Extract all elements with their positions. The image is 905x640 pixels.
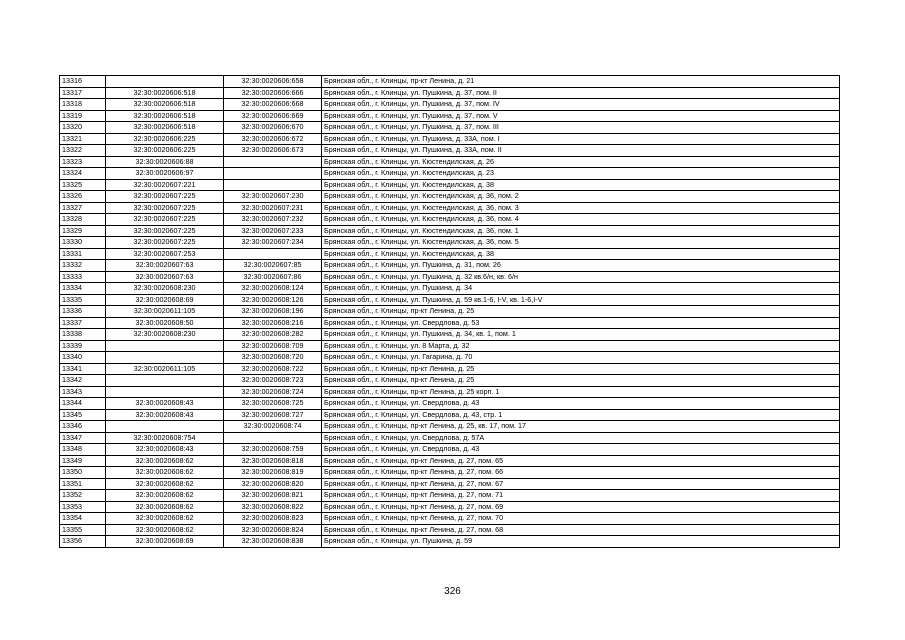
parcel-cadastral-cell: 32:30:0020608:43 [106,398,224,410]
table-row [60,340,840,352]
table-row [60,421,840,433]
table-row [60,145,840,157]
object-cadastral-cell: 32:30:0020607:232 [224,214,322,226]
object-cadastral-cell: 32:30:0020608:824 [224,524,322,536]
parcel-cadastral-cell: 32:30:0020607:225 [106,237,224,249]
parcel-cadastral-cell: 32:30:0020608:50 [106,317,224,329]
object-cadastral-cell: 32:30:0020608:822 [224,501,322,513]
table-row [60,490,840,502]
table-row [60,455,840,467]
parcel-cadastral-cell: 32:30:0020606:518 [106,99,224,111]
address-cell: Брянская обл., г. Клинцы, пр-кт Ленина, д. 25 [322,306,840,318]
parcel-cadastral-cell: 32:30:0020608:62 [106,501,224,513]
row-number-cell: 13340 [60,352,106,364]
table-row [60,375,840,387]
parcel-cadastral-cell: 32:30:0020608:62 [106,467,224,479]
table-row [60,306,840,318]
parcel-cadastral-cell: 32:30:0020607:225 [106,225,224,237]
address-cell: Брянская обл., г. Клинцы, ул. Пушкина, д. 33А, пом. I [322,133,840,145]
row-number-cell: 13325 [60,179,106,191]
object-cadastral-cell: 32:30:0020608:818 [224,455,322,467]
parcel-cadastral-cell: 32:30:0020608:62 [106,524,224,536]
parcel-cadastral-cell: 32:30:0020606:518 [106,110,224,122]
address-cell: Брянская обл., г. Клинцы, пр-кт Ленина, д. 25, кв. 17, пом. 17 [322,421,840,433]
object-cadastral-cell: 32:30:0020608:216 [224,317,322,329]
address-cell: Брянская обл., г. Клинцы, ул. Пушкина, д. 37, пом. V [322,110,840,122]
parcel-cadastral-cell: 32:30:0020606:88 [106,156,224,168]
parcel-cadastral-cell [106,76,224,88]
address-cell: Брянская обл., г. Клинцы, пр-кт Ленина, д. 27, пом. 68 [322,524,840,536]
address-cell: Брянская обл., г. Клинцы, ул. Свердлова, д. 53 [322,317,840,329]
object-cadastral-cell [224,432,322,444]
row-number-cell: 13326 [60,191,106,203]
parcel-cadastral-cell: 32:30:0020608:230 [106,329,224,341]
row-number-cell: 13351 [60,478,106,490]
row-number-cell: 13330 [60,237,106,249]
address-cell: Брянская обл., г. Клинцы, ул. Кюстендилская, д. 26 [322,156,840,168]
table-row [60,513,840,525]
parcel-cadastral-cell: 32:30:0020608:230 [106,283,224,295]
row-number-cell: 13320 [60,122,106,134]
parcel-cadastral-cell: 32:30:0020606:518 [106,87,224,99]
parcel-cadastral-cell: 32:30:0020607:225 [106,214,224,226]
table-row [60,237,840,249]
object-cadastral-cell: 32:30:0020608:74 [224,421,322,433]
object-cadastral-cell: 32:30:0020607:230 [224,191,322,203]
row-number-cell: 13348 [60,444,106,456]
object-cadastral-cell: 32:30:0020606:669 [224,110,322,122]
address-cell: Брянская обл., г. Клинцы, ул. Кюстендилская, д. 36, пом. 4 [322,214,840,226]
address-cell: Брянская обл., г. Клинцы, ул. Кюстендилская, д. 36, пом. 3 [322,202,840,214]
object-cadastral-cell: 32:30:0020607:231 [224,202,322,214]
object-cadastral-cell: 32:30:0020608:821 [224,490,322,502]
parcel-cadastral-cell: 32:30:0020607:225 [106,202,224,214]
table-row [60,87,840,99]
table-row [60,294,840,306]
registry-sheet [59,75,839,548]
table-row [60,398,840,410]
row-number-cell: 13337 [60,317,106,329]
address-cell: Брянская обл., г. Клинцы, ул. Гагарина, д. 70 [322,352,840,364]
parcel-cadastral-cell: 32:30:0020611:105 [106,363,224,375]
object-cadastral-cell: 32:30:0020608:709 [224,340,322,352]
address-cell: Брянская обл., г. Клинцы, ул. Кюстендилская, д. 36, пом. 2 [322,191,840,203]
parcel-cadastral-cell: 32:30:0020607:221 [106,179,224,191]
row-number-cell: 13356 [60,536,106,548]
address-cell: Брянская обл., г. Клинцы, ул. Кюстендилская, д. 38 [322,248,840,260]
parcel-cadastral-cell: 32:30:0020608:754 [106,432,224,444]
table-row [60,432,840,444]
row-number-cell: 13343 [60,386,106,398]
address-cell: Брянская обл., г. Клинцы, ул. Свердлова, д. 43 [322,398,840,410]
page-number: 326 [444,586,461,597]
table-row [60,501,840,513]
parcel-cadastral-cell: 32:30:0020607:253 [106,248,224,260]
parcel-cadastral-cell: 32:30:0020608:43 [106,444,224,456]
table-row [60,386,840,398]
address-cell: Брянская обл., г. Клинцы, ул. Пушкина, д. 37, пом. III [322,122,840,134]
address-cell: Брянская обл., г. Клинцы, ул. Пушкина, д. 34, кв. 1, пом. 1 [322,329,840,341]
object-cadastral-cell [224,168,322,180]
address-cell: Брянская обл., г. Клинцы, ул. Свердлова, д. 57А [322,432,840,444]
row-number-cell: 13322 [60,145,106,157]
address-cell: Брянская обл., г. Клинцы, ул. Кюстендилская, д. 36, пом. 1 [322,225,840,237]
table-row [60,122,840,134]
object-cadastral-cell: 32:30:0020607:86 [224,271,322,283]
object-cadastral-cell: 32:30:0020606:672 [224,133,322,145]
address-cell: Брянская обл., г. Клинцы, ул. Кюстендилская, д. 36, пом. 5 [322,237,840,249]
table-row [60,409,840,421]
parcel-cadastral-cell: 32:30:0020607:225 [106,191,224,203]
address-cell: Брянская обл., г. Клинцы, ул. Пушкина, д. 32 кв.6/н, кв. 6/н [322,271,840,283]
row-number-cell: 13347 [60,432,106,444]
object-cadastral-cell: 32:30:0020606:673 [224,145,322,157]
table-row [60,524,840,536]
row-number-cell: 13329 [60,225,106,237]
address-cell: Брянская обл., г. Клинцы, ул. Пушкина, д. 34 [322,283,840,295]
address-cell: Брянская обл., г. Клинцы, пр-кт Ленина, д. 27, пом. 70 [322,513,840,525]
table-row [60,191,840,203]
address-cell: Брянская обл., г. Клинцы, пр-кт Ленина, д. 27, пом. 66 [322,467,840,479]
row-number-cell: 13335 [60,294,106,306]
parcel-cadastral-cell [106,386,224,398]
address-cell: Брянская обл., г. Клинцы, ул. Свердлова, д. 43, стр. 1 [322,409,840,421]
object-cadastral-cell: 32:30:0020606:666 [224,87,322,99]
address-cell: Брянская обл., г. Клинцы, ул. Пушкина, д. 33А, пом. II [322,145,840,157]
row-number-cell: 13333 [60,271,106,283]
table-row [60,133,840,145]
table-row [60,352,840,364]
table-row [60,363,840,375]
row-number-cell: 13321 [60,133,106,145]
address-cell: Брянская обл., г. Клинцы, пр-кт Ленина, д. 27, пом. 67 [322,478,840,490]
registry-table-body [60,76,840,548]
object-cadastral-cell: 32:30:0020608:126 [224,294,322,306]
address-cell: Брянская обл., г. Клинцы, пр-кт Ленина, д. 25 [322,375,840,387]
parcel-cadastral-cell: 32:30:0020606:225 [106,133,224,145]
row-number-cell: 13336 [60,306,106,318]
parcel-cadastral-cell [106,352,224,364]
table-row [60,214,840,226]
object-cadastral-cell [224,179,322,191]
object-cadastral-cell: 32:30:0020608:759 [224,444,322,456]
object-cadastral-cell: 32:30:0020608:722 [224,363,322,375]
object-cadastral-cell [224,248,322,260]
row-number-cell: 13324 [60,168,106,180]
row-number-cell: 13341 [60,363,106,375]
table-row [60,467,840,479]
row-number-cell: 13355 [60,524,106,536]
address-cell: Брянская обл., г. Клинцы, ул. 8 Марта, д. 32 [322,340,840,352]
parcel-cadastral-cell: 32:30:0020608:69 [106,294,224,306]
table-row [60,283,840,295]
table-row [60,248,840,260]
parcel-cadastral-cell: 32:30:0020608:62 [106,455,224,467]
object-cadastral-cell: 32:30:0020608:823 [224,513,322,525]
table-row [60,260,840,272]
parcel-cadastral-cell: 32:30:0020611:105 [106,306,224,318]
row-number-cell: 13327 [60,202,106,214]
table-row [60,179,840,191]
address-cell: Брянская обл., г. Клинцы, пр-кт Ленина, д. 21 [322,76,840,88]
parcel-cadastral-cell: 32:30:0020607:63 [106,260,224,272]
row-number-cell: 13349 [60,455,106,467]
object-cadastral-cell: 32:30:0020607:233 [224,225,322,237]
table-row [60,110,840,122]
row-number-cell: 13316 [60,76,106,88]
row-number-cell: 13323 [60,156,106,168]
object-cadastral-cell: 32:30:0020606:658 [224,76,322,88]
object-cadastral-cell: 32:30:0020607:234 [224,237,322,249]
object-cadastral-cell: 32:30:0020608:838 [224,536,322,548]
row-number-cell: 13350 [60,467,106,479]
table-row [60,225,840,237]
address-cell: Брянская обл., г. Клинцы, ул. Кюстендилская, д. 38 [322,179,840,191]
address-cell: Брянская обл., г. Клинцы, пр-кт Ленина, д. 25 [322,363,840,375]
table-row [60,156,840,168]
address-cell: Брянская обл., г. Клинцы, пр-кт Ленина, д. 25 корп. 1 [322,386,840,398]
address-cell: Брянская обл., г. Клинцы, ул. Пушкина, д. 59 кв.1-6, I-V, кв. 1-6,I-V [322,294,840,306]
parcel-cadastral-cell: 32:30:0020608:62 [106,478,224,490]
object-cadastral-cell: 32:30:0020608:819 [224,467,322,479]
table-row [60,444,840,456]
row-number-cell: 13353 [60,501,106,513]
row-number-cell: 13331 [60,248,106,260]
object-cadastral-cell: 32:30:0020608:720 [224,352,322,364]
row-number-cell: 13346 [60,421,106,433]
table-row [60,76,840,88]
object-cadastral-cell: 32:30:0020606:670 [224,122,322,134]
table-row [60,271,840,283]
parcel-cadastral-cell: 32:30:0020607:63 [106,271,224,283]
table-row [60,99,840,111]
row-number-cell: 13334 [60,283,106,295]
row-number-cell: 13328 [60,214,106,226]
table-row [60,478,840,490]
parcel-cadastral-cell [106,340,224,352]
parcel-cadastral-cell [106,421,224,433]
row-number-cell: 13344 [60,398,106,410]
object-cadastral-cell: 32:30:0020608:724 [224,386,322,398]
object-cadastral-cell: 32:30:0020608:196 [224,306,322,318]
table-row [60,202,840,214]
row-number-cell: 13338 [60,329,106,341]
parcel-cadastral-cell: 32:30:0020608:43 [106,409,224,421]
row-number-cell: 13342 [60,375,106,387]
object-cadastral-cell: 32:30:0020607:85 [224,260,322,272]
object-cadastral-cell: 32:30:0020606:668 [224,99,322,111]
parcel-cadastral-cell: 32:30:0020606:225 [106,145,224,157]
object-cadastral-cell: 32:30:0020608:725 [224,398,322,410]
parcel-cadastral-cell: 32:30:0020606:97 [106,168,224,180]
address-cell: Брянская обл., г. Клинцы, ул. Пушкина, д. 31, пом. 26 [322,260,840,272]
registry-table [59,75,840,548]
address-cell: Брянская обл., г. Клинцы, ул. Пушкина, д. 37, пом. IV [322,99,840,111]
row-number-cell: 13352 [60,490,106,502]
address-cell: Брянская обл., г. Клинцы, ул. Пушкина, д. 59 [322,536,840,548]
address-cell: Брянская обл., г. Клинцы, пр-кт Ленина, д. 27, пом. 69 [322,501,840,513]
row-number-cell: 13332 [60,260,106,272]
table-row [60,317,840,329]
address-cell: Брянская обл., г. Клинцы, ул. Свердлова, д. 43 [322,444,840,456]
parcel-cadastral-cell: 32:30:0020608:69 [106,536,224,548]
parcel-cadastral-cell: 32:30:0020606:518 [106,122,224,134]
object-cadastral-cell [224,156,322,168]
parcel-cadastral-cell [106,375,224,387]
object-cadastral-cell: 32:30:0020608:727 [224,409,322,421]
row-number-cell: 13354 [60,513,106,525]
row-number-cell: 13345 [60,409,106,421]
row-number-cell: 13318 [60,99,106,111]
table-row [60,536,840,548]
address-cell: Брянская обл., г. Клинцы, ул. Кюстендилская, д. 23 [322,168,840,180]
row-number-cell: 13319 [60,110,106,122]
address-cell: Брянская обл., г. Клинцы, пр-кт Ленина, д. 27, пом. 65 [322,455,840,467]
table-row [60,329,840,341]
row-number-cell: 13339 [60,340,106,352]
row-number-cell: 13317 [60,87,106,99]
parcel-cadastral-cell: 32:30:0020608:62 [106,490,224,502]
parcel-cadastral-cell: 32:30:0020608:62 [106,513,224,525]
object-cadastral-cell: 32:30:0020608:124 [224,283,322,295]
address-cell: Брянская обл., г. Клинцы, пр-кт Ленина, д. 27, пом. 71 [322,490,840,502]
address-cell: Брянская обл., г. Клинцы, ул. Пушкина, д. 37, пом. II [322,87,840,99]
object-cadastral-cell: 32:30:0020608:282 [224,329,322,341]
table-row [60,168,840,180]
object-cadastral-cell: 32:30:0020608:723 [224,375,322,387]
object-cadastral-cell: 32:30:0020608:820 [224,478,322,490]
